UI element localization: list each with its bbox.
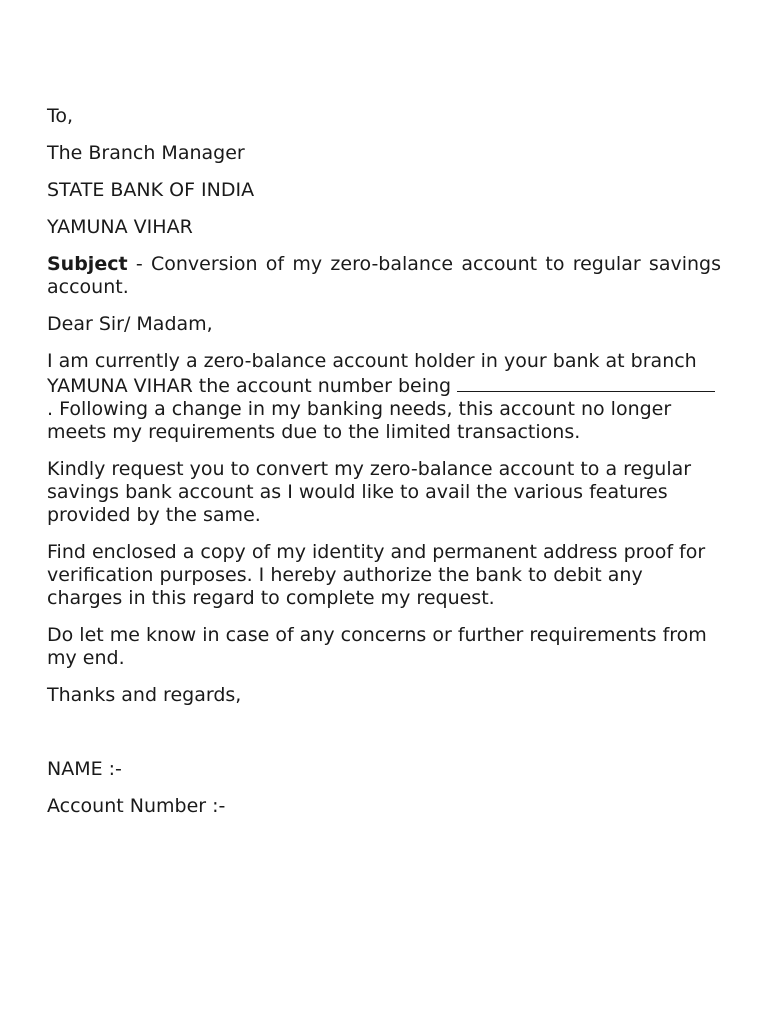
bank-name: STATE BANK OF INDIA	[47, 179, 255, 201]
body-paragraph-4: Do let me know in case of any concerns or further requirements from my end.	[47, 624, 707, 669]
closing: Thanks and regards,	[47, 684, 242, 706]
paragraph-1-start: I am currently a zero-balance account holder in your bank at branch YAMUNA VIHAR the account number being	[47, 350, 697, 397]
account-number-label: Account Number :-	[47, 795, 226, 817]
body-paragraph-3: Find enclosed a copy of my identity and permanent address proof for verification purposes. I hereby authorize the bank to debit any charges in this regard to complete my request.	[47, 541, 706, 609]
body-paragraph-2: Kindly request you to convert my zero-balance account to a regular savings bank account as I would like to avail the various features provided by the same.	[47, 458, 692, 526]
recipient-title: The Branch Manager	[47, 142, 245, 164]
paragraph-1-end: . Following a change in my banking needs, this account no longer meets my requirements due to the limited transactions.	[47, 398, 672, 443]
subject-line	[47, 253, 721, 299]
branch-name: YAMUNA VIHAR	[47, 216, 193, 238]
salutation-to: To,	[47, 105, 74, 127]
account-number-blank	[457, 373, 715, 392]
subject-text: - Conversion of my zero-balance account to regular savings account.	[47, 253, 721, 298]
body-paragraph-1	[47, 350, 721, 444]
greeting: Dear Sir/ Madam,	[47, 313, 213, 335]
letter	[47, 105, 721, 832]
signature-gap	[47, 721, 721, 758]
name-label: NAME :-	[47, 758, 122, 780]
subject-label: Subject	[47, 253, 128, 275]
